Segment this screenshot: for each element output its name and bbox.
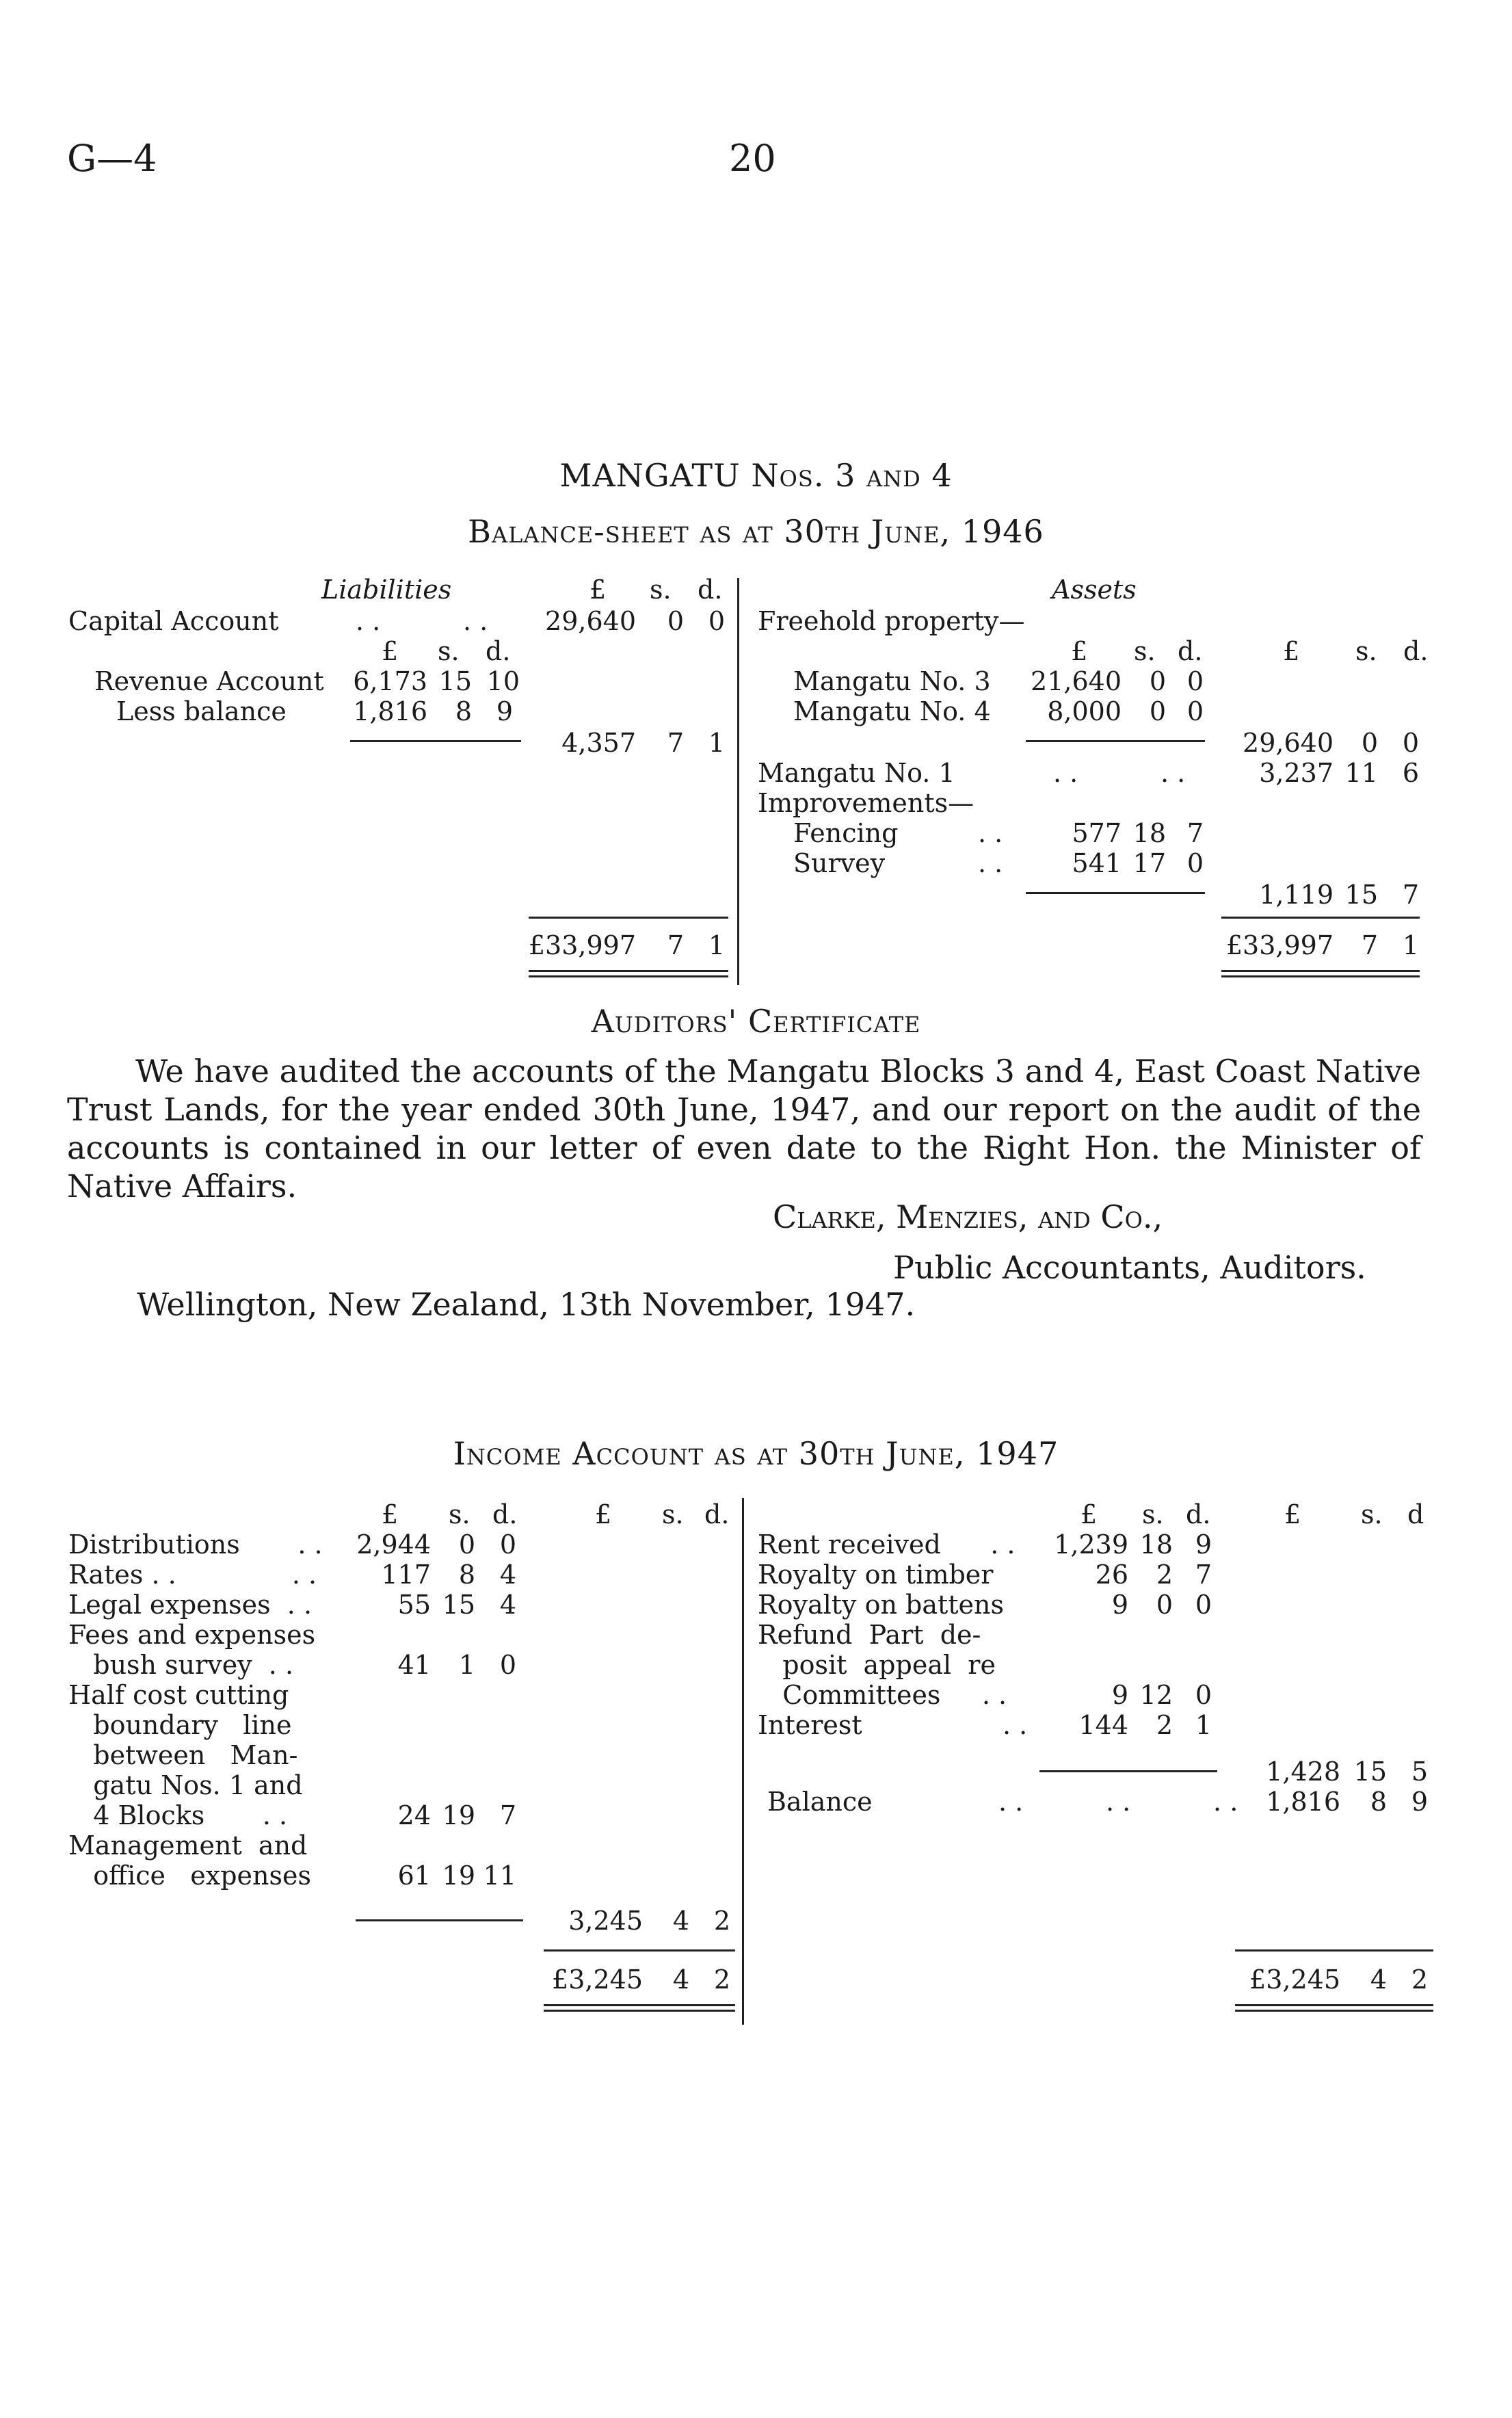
inc-debit-col-pound: £: [595, 1499, 612, 1529]
mangatu-3-pound: 21,640: [1031, 666, 1122, 696]
assets-col-s: s.: [1355, 636, 1377, 666]
survey-dots: . .: [978, 848, 1003, 878]
credit-row-pound: 144: [1078, 1710, 1128, 1740]
freehold-total-d: 0: [1402, 728, 1419, 758]
debit-row-pound: 55: [397, 1590, 431, 1620]
debit-row-label-line: office expenses: [68, 1861, 311, 1891]
assets-total-s: 7: [1361, 930, 1378, 960]
credit-row-label-line: Interest . .: [758, 1710, 1028, 1740]
credit-row-label-line: Royalty on battens: [758, 1590, 1004, 1620]
auditors-certificate-body: We have audited the accounts of the Mangatu Blocks 3 and 4, East Coast Native Trust Lands, for the year ended 30th June, 1947, and our report on the audit of the accounts is contained in our letter of even date to the Right Hon. the Minister of Native Affairs.: [67, 1053, 1421, 1205]
income-account-divider: [742, 1498, 744, 2025]
liab-total-rule-top: [529, 917, 728, 919]
auditors-place-date: Wellington, New Zealand, 13th November, 1947.: [137, 1286, 916, 1323]
debit-row-label-line: between Man-: [68, 1740, 298, 1770]
assets-total-rule-double-2: [1221, 975, 1420, 977]
auditors-certificate-heading: Auditors' Certificate: [591, 1003, 921, 1040]
debit-row-label-line: 4 Blocks . .: [68, 1800, 288, 1830]
debit-total-s: 4: [672, 1964, 689, 1995]
inc-credit-sub-col-d: d.: [1186, 1499, 1211, 1529]
fencing-label: Fencing: [793, 818, 899, 848]
debit-row-label-line: Rates . . . .: [68, 1560, 317, 1590]
debit-subtotal-pound: 3,245: [568, 1906, 643, 1936]
page-number: 20: [729, 137, 776, 180]
credit-row-d: 0: [1195, 1590, 1212, 1620]
credit-row-d: 7: [1195, 1560, 1212, 1590]
income-account-title: Income Account as at 30th June, 1947: [453, 1435, 1059, 1472]
liab-col-pound: £: [589, 575, 607, 605]
credit-row-label-line: posit appeal re: [758, 1650, 996, 1680]
credit-row-s: 18: [1139, 1529, 1173, 1560]
improvements-total-s: 15: [1344, 880, 1378, 910]
liab-subtotal-rule: [350, 740, 521, 742]
improvements-label: Improvements—: [758, 788, 974, 818]
credit-total-s: 4: [1370, 1964, 1387, 1995]
debit-total-rule-double-1: [544, 2004, 735, 2006]
debit-row-d: 11: [483, 1861, 516, 1891]
capital-account-dots: . . . .: [356, 606, 488, 636]
mangatu-1-pound: 3,237: [1259, 758, 1334, 788]
improvements-total-pound: 1,119: [1259, 880, 1334, 910]
debit-row-pound: 61: [397, 1861, 431, 1891]
survey-pound: 541: [1072, 848, 1122, 878]
debit-row-pound: 24: [397, 1800, 431, 1830]
debit-row-label-line: Legal expenses . .: [68, 1590, 313, 1620]
debit-row-pound: 41: [397, 1650, 431, 1680]
mangatu-1-label: Mangatu No. 1: [758, 758, 955, 788]
credit-total-rule-top: [1235, 1949, 1433, 1952]
revenue-s: 15: [438, 666, 472, 696]
debit-row-label-line: Fees and expenses: [68, 1620, 316, 1650]
credit-row-label-line: Refund Part de-: [758, 1620, 981, 1650]
liab-sub-col-d: d.: [486, 636, 511, 666]
assets-total-pound: £33,997: [1225, 930, 1334, 960]
credit-row-s: 2: [1156, 1710, 1173, 1740]
revenue-account-label: Revenue Account: [94, 666, 324, 696]
debit-row-d: 4: [499, 1560, 516, 1590]
liab-total-s: 7: [667, 930, 684, 960]
liab-col-d: d.: [698, 575, 723, 605]
credit-row-pound: 9: [1111, 1590, 1128, 1620]
liab-sub-col-pound: £: [382, 636, 399, 666]
debit-subtotal-d: 2: [713, 1906, 730, 1936]
fencing-d: 7: [1186, 818, 1204, 848]
liab-sub-col-s: s.: [438, 636, 460, 666]
inc-debit-col-d: d.: [704, 1499, 730, 1529]
assets-total-rule-double-1: [1221, 970, 1420, 972]
less-d: 9: [496, 696, 513, 726]
assets-col-pound: £: [1283, 636, 1300, 666]
mangatu-1-dots: . . . .: [1053, 758, 1186, 788]
survey-label: Survey: [793, 848, 886, 878]
credit-total-rule-double-1: [1235, 2004, 1433, 2006]
assets-sub-col-pound: £: [1071, 636, 1088, 666]
mangatu-4-s: 0: [1149, 696, 1166, 726]
assets-heading: Assets: [1052, 575, 1137, 605]
credit-row-d: 0: [1195, 1680, 1212, 1710]
inc-credit-col-s: s.: [1361, 1499, 1383, 1529]
assets-total-rule-top: [1221, 917, 1420, 919]
balance-sheet-subtitle: Balance-sheet as at 30th June, 1946: [468, 513, 1044, 550]
revenue-pound: 6,173: [353, 666, 427, 696]
debit-row-s: 1: [458, 1650, 475, 1680]
mangatu-4-pound: 8,000: [1047, 696, 1122, 726]
debit-row-label-line: Distributions . .: [68, 1529, 323, 1560]
debit-row-pound: 117: [381, 1560, 431, 1590]
balance-label: Balance: [767, 1787, 873, 1817]
inc-credit-col-d: d: [1407, 1499, 1424, 1529]
credit-total-d: 2: [1411, 1964, 1428, 1995]
mangatu-3-d: 0: [1186, 666, 1204, 696]
liab-col-s: s.: [650, 575, 672, 605]
debit-row-s: 8: [458, 1560, 475, 1590]
capital-account-label: Capital Account: [68, 606, 279, 636]
mangatu-3-s: 0: [1149, 666, 1166, 696]
credit-total-pound: £3,245: [1249, 1964, 1340, 1995]
debit-row-d: 7: [499, 1800, 516, 1830]
mangatu-3-label: Mangatu No. 3: [793, 666, 991, 696]
inc-debit-sub-col-pound: £: [382, 1499, 399, 1529]
auditors-signatory: Clarke, Menzies, and Co.,: [773, 1198, 1163, 1235]
debit-row-s: 19: [442, 1861, 475, 1891]
assets-total-d: 1: [1402, 930, 1419, 960]
less-pound: 1,816: [353, 696, 427, 726]
liab-net-pound: 4,357: [561, 728, 636, 758]
liab-total-rule-double-2: [529, 975, 728, 977]
liab-net-s: 7: [667, 728, 684, 758]
debit-row-d: 4: [499, 1590, 516, 1620]
improvements-total-d: 7: [1402, 880, 1419, 910]
credit-subtotal-pound: 1,428: [1266, 1757, 1340, 1787]
less-balance-label: Less balance: [116, 696, 287, 726]
inc-credit-col-pound: £: [1284, 1499, 1301, 1529]
balance-d: 9: [1411, 1787, 1428, 1817]
fencing-pound: 577: [1072, 818, 1122, 848]
debit-total-pound: £3,245: [552, 1964, 643, 1995]
debit-row-label-line: boundary line: [68, 1710, 292, 1740]
credit-row-s: 2: [1156, 1560, 1173, 1590]
inc-credit-sub-col-pound: £: [1080, 1499, 1098, 1529]
debit-row-s: 0: [458, 1529, 475, 1560]
credit-subtotal-d: 5: [1411, 1757, 1428, 1787]
credit-row-label-line: Committees . .: [758, 1680, 1007, 1710]
survey-s: 17: [1132, 848, 1166, 878]
credit-row-s: 0: [1156, 1590, 1173, 1620]
improvements-subtotal-rule: [1026, 892, 1205, 894]
freehold-total-pound: 29,640: [1243, 728, 1334, 758]
credit-subtotal-rule: [1039, 1770, 1217, 1772]
inc-debit-sub-col-s: s.: [449, 1499, 470, 1529]
balance-sheet-divider: [737, 578, 739, 985]
credit-row-label-line: Rent received . .: [758, 1529, 1016, 1560]
debit-row-s: 19: [442, 1800, 475, 1830]
capital-pound: 29,640: [545, 606, 636, 636]
debit-row-label-line: gatu Nos. 1 and: [68, 1770, 303, 1800]
debit-total-rule-double-2: [544, 2010, 735, 2012]
fencing-s: 18: [1132, 818, 1166, 848]
fencing-dots: . .: [978, 818, 1003, 848]
assets-sub-col-d: d.: [1178, 636, 1203, 666]
balance-pound: 1,816: [1266, 1787, 1340, 1817]
credit-row-d: 9: [1195, 1529, 1212, 1560]
balance-dots: . . . . . .: [998, 1787, 1238, 1817]
revenue-d: 10: [486, 666, 520, 696]
liab-total-pound: £33,997: [528, 930, 636, 960]
balance-s: 8: [1370, 1787, 1387, 1817]
mangatu-1-d: 6: [1402, 758, 1419, 788]
liab-net-d: 1: [708, 728, 725, 758]
inc-credit-sub-col-s: s.: [1142, 1499, 1164, 1529]
survey-d: 0: [1186, 848, 1204, 878]
debit-row-label-line: Half cost cutting: [68, 1680, 289, 1710]
auditors-role: Public Accountants, Auditors.: [893, 1249, 1366, 1286]
credit-row-pound: 1,239: [1054, 1529, 1128, 1560]
credit-row-s: 12: [1139, 1680, 1173, 1710]
credit-row-pound: 26: [1095, 1560, 1128, 1590]
balance-sheet-title: MANGATU Nos. 3 and 4: [559, 457, 953, 494]
mangatu-4-d: 0: [1186, 696, 1204, 726]
liab-total-rule-double-1: [529, 970, 728, 972]
inc-debit-sub-col-d: d.: [492, 1499, 518, 1529]
credit-subtotal-s: 15: [1353, 1757, 1387, 1787]
mangatu-4-label: Mangatu No. 4: [793, 696, 991, 726]
debit-row-s: 15: [442, 1590, 475, 1620]
less-s: 8: [455, 696, 472, 726]
credit-row-label-line: Royalty on timber: [758, 1560, 994, 1590]
credit-row-pound: 9: [1111, 1680, 1128, 1710]
debit-row-d: 0: [499, 1650, 516, 1680]
liab-total-d: 1: [708, 930, 725, 960]
mangatu-1-s: 11: [1344, 758, 1378, 788]
freehold-label: Freehold property—: [758, 606, 1025, 636]
assets-col-d: d.: [1403, 636, 1429, 666]
assets-sub-col-s: s.: [1134, 636, 1156, 666]
debit-row-label-line: Management and: [68, 1830, 308, 1861]
freehold-subtotal-rule: [1026, 740, 1205, 742]
debit-total-d: 2: [713, 1964, 730, 1995]
debit-subtotal-rule: [356, 1919, 523, 1921]
liabilities-heading: Liabilities: [321, 575, 452, 605]
freehold-total-s: 0: [1361, 728, 1378, 758]
debit-row-label-line: bush survey . .: [68, 1650, 294, 1680]
debit-total-rule-top: [544, 1949, 735, 1952]
debit-row-d: 0: [499, 1529, 516, 1560]
credit-row-d: 1: [1195, 1710, 1212, 1740]
debit-row-pound: 2,944: [356, 1529, 431, 1560]
capital-s: 0: [667, 606, 684, 636]
credit-total-rule-double-2: [1235, 2010, 1433, 2012]
debit-subtotal-s: 4: [672, 1906, 689, 1936]
inc-debit-col-s: s.: [662, 1499, 684, 1529]
capital-d: 0: [708, 606, 725, 636]
page-code: G—4: [67, 137, 157, 180]
